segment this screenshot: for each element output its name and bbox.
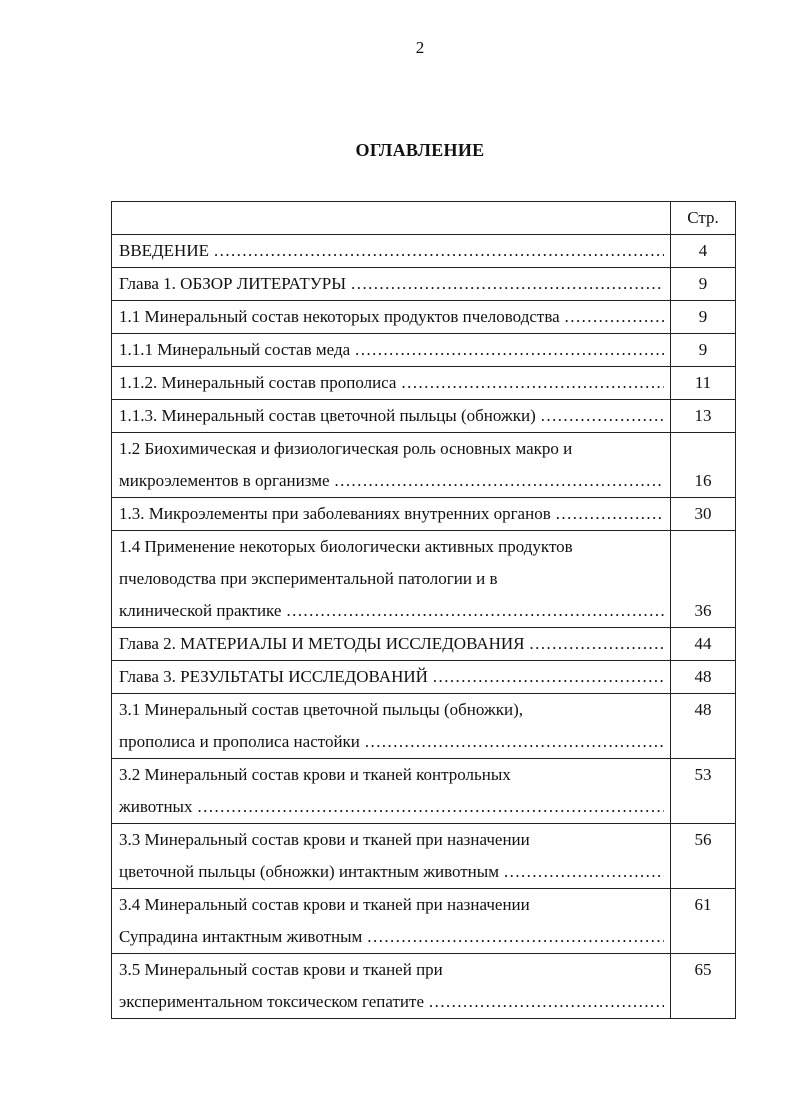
toc-entry-page: 61 (671, 889, 736, 954)
toc-row (112, 268, 736, 301)
toc-entry-page: 13 (671, 400, 736, 433)
toc-header-page-cell: Стр. (671, 202, 736, 235)
toc-entry-line: 1.1.1 Минеральный состав меда …………………………………………………………………………………………………… (119, 334, 664, 366)
toc-entry-line: пчеловодства при экспериментальной патологии и в (119, 569, 498, 588)
toc-entry-title (112, 433, 671, 498)
toc-entry-line: 3.2 Минеральный состав крови и тканей контрольных (119, 765, 511, 784)
toc-entry-line: 1.1 Минеральный состав некоторых продуктов пчеловодства …………………………………………………………………………………………………… (119, 301, 664, 333)
toc-entry-line: 1.2 Биохимическая и физиологическая роль основных макро и (119, 439, 573, 458)
toc-entry-page: 4 (671, 235, 736, 268)
toc-entry-line: 3.4 Минеральный состав крови и тканей при назначении (119, 895, 530, 914)
toc-row (112, 235, 736, 268)
toc-entry-line: животных …………………………………………………………………………………………………… (119, 791, 664, 823)
toc-row (112, 889, 736, 954)
toc-entry-page: 44 (671, 628, 736, 661)
toc-entry-line: 1.1.2. Минеральный состав прополиса …………………………………………………………………………………………………… (119, 367, 664, 399)
toc-row (112, 759, 736, 824)
toc-entry-page: 56 (671, 824, 736, 889)
toc-row (112, 954, 736, 1019)
toc-header-title-cell (112, 202, 671, 235)
toc-row (112, 367, 736, 400)
toc-entry-page: 48 (671, 694, 736, 759)
toc-entry-line: Глава 3. РЕЗУЛЬТАТЫ ИССЛЕДОВАНИЙ …………………………………………………………………………………………………… (119, 661, 664, 693)
toc-entry-line: экспериментальном токсическом гепатите …………………………………………………………………………………………………… (119, 986, 664, 1018)
toc-header-row (112, 202, 736, 235)
toc-entry-page: 16 (671, 433, 736, 498)
toc-entry-line: клинической практике …………………………………………………………………………………………………… (119, 595, 664, 627)
table-of-contents (111, 201, 736, 1019)
toc-entry-line: цветочной пыльцы (обножки) интактным животным …………………………………………………………………………………………………… (119, 856, 664, 888)
toc-entry-page: 11 (671, 367, 736, 400)
toc-entry-line: Глава 1. ОБЗОР ЛИТЕРАТУРЫ …………………………………………………………………………………………………… (119, 268, 664, 300)
toc-entry-title (112, 334, 671, 367)
toc-row (112, 531, 736, 628)
toc-entry-line: прополиса и прополиса настойки …………………………………………………………………………………………………… (119, 726, 664, 758)
toc-entry-title (112, 694, 671, 759)
toc-entry-line: микроэлементов в организме …………………………………………………………………………………………………… (119, 465, 664, 497)
toc-entry-page: 9 (671, 268, 736, 301)
toc-row (112, 433, 736, 498)
toc-entry-page: 9 (671, 301, 736, 334)
document-title: ОГЛАВЛЕНИЕ (355, 140, 485, 160)
toc-entry-line: 3.5 Минеральный состав крови и тканей при (119, 960, 443, 979)
toc-entry-title (112, 235, 671, 268)
toc-entry-title (112, 498, 671, 531)
toc-entry-line: ВВЕДЕНИЕ …………………………………………………………………………………………………… (119, 235, 664, 267)
toc-entry-title (112, 954, 671, 1019)
toc-entry-page: 48 (671, 661, 736, 694)
toc-entry-title (112, 301, 671, 334)
toc-entry-line: Супрадина интактным животным …………………………………………………………………………………………………… (119, 921, 664, 953)
toc-entry-title (112, 400, 671, 433)
toc-entry-line: 1.1.3. Минеральный состав цветочной пыльцы (обножки) …………………………………………………………………………………………………… (119, 400, 664, 432)
toc-entry-title (112, 889, 671, 954)
toc-entry-title (112, 759, 671, 824)
toc-entry-title (112, 367, 671, 400)
toc-row (112, 301, 736, 334)
toc-entry-line: Глава 2. МАТЕРИАЛЫ И МЕТОДЫ ИССЛЕДОВАНИЯ …………………………………………………………………………………………………… (119, 628, 664, 660)
toc-row (112, 400, 736, 433)
toc-entry-title (112, 628, 671, 661)
toc-row (112, 498, 736, 531)
toc-row (112, 694, 736, 759)
toc-entry-page: 53 (671, 759, 736, 824)
toc-entry-page: 9 (671, 334, 736, 367)
toc-row (112, 661, 736, 694)
toc-row (112, 628, 736, 661)
toc-entry-title (112, 531, 671, 628)
toc-entry-page: 36 (671, 531, 736, 628)
toc-entry-title (112, 824, 671, 889)
toc-entry-title (112, 268, 671, 301)
toc-entry-line: 1.3. Микроэлементы при заболеваниях внутренних органов …………………………………………………………………………………………………… (119, 498, 664, 530)
toc-entry-title (112, 661, 671, 694)
toc-entry-page: 65 (671, 954, 736, 1019)
toc-row (112, 334, 736, 367)
toc-entry-page: 30 (671, 498, 736, 531)
toc-row (112, 824, 736, 889)
toc-entry-line: 3.1 Минеральный состав цветочной пыльцы (обножки), (119, 700, 523, 719)
toc-entry-line: 3.3 Минеральный состав крови и тканей при назначении (119, 830, 530, 849)
page-number: 2 (415, 38, 425, 57)
toc-entry-line: 1.4 Применение некоторых биологически активных продуктов (119, 537, 573, 556)
